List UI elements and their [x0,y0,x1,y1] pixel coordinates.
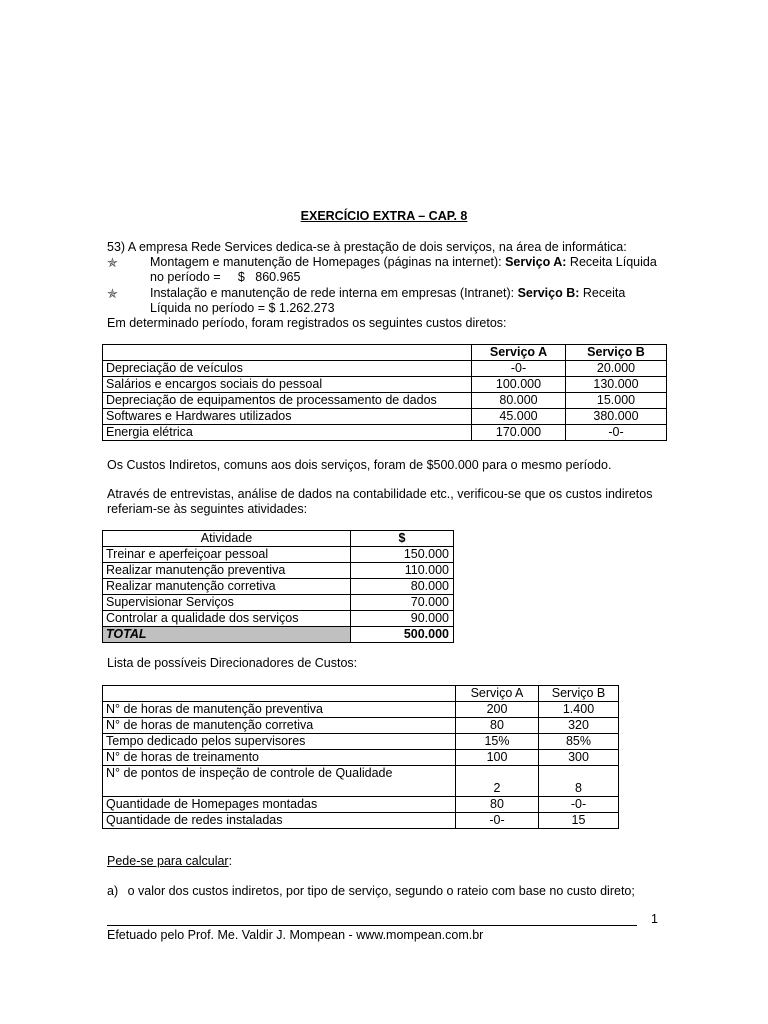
cost-value-a: 80.000 [472,393,566,409]
cost-value-a: 45.000 [472,409,566,425]
driver-value-a: 15% [456,734,539,750]
driver-value-b: 8 [539,766,619,797]
table-row [103,813,619,829]
driver-value-b: 1.400 [539,702,619,718]
header-amount: $ [351,531,454,547]
table-row [103,797,619,813]
driver-value-a: -0- [456,813,539,829]
driver-label: N° de horas de manutenção preventiva [103,702,456,718]
bullet-b-label: Serviço B: [517,286,580,300]
cost-value-b: 20.000 [566,361,667,377]
bullet-a-text-end: Receita Líquida [566,255,657,269]
cost-value-b: 15.000 [566,393,667,409]
table-row [103,361,667,377]
table-row [103,563,454,579]
activity-label: Realizar manutenção preventiva [103,563,351,579]
table-row [103,425,667,441]
driver-value-a: 80 [456,718,539,734]
driver-value-b: 15 [539,813,619,829]
driver-value-a: 200 [456,702,539,718]
activity-label: Realizar manutenção corretiva [103,579,351,595]
star-bullet-icon: ✯ [107,255,118,270]
header-activity: Atividade [103,531,351,547]
table-row [103,595,454,611]
total-row [103,627,454,643]
cost-label: Energia elétrica [103,425,472,441]
driver-label: N° de horas de treinamento [103,750,456,766]
total-label: TOTAL [103,627,351,643]
direct-costs-table [102,344,667,441]
table-row [103,377,667,393]
table-row [103,409,667,425]
driver-value-b: 85% [539,734,619,750]
star-bullet-icon: ✯ [107,286,118,301]
bullet-b-revenue: Líquida no período = $ 1.262.273 [150,301,335,315]
activity-label: Supervisionar Serviços [103,595,351,611]
item-a [107,884,659,899]
cost-label: Depreciação de equipamentos de processamento de dados [103,393,472,409]
cost-value-b: 380.000 [566,409,667,425]
activity-label: Controlar a qualidade dos serviços [103,611,351,627]
driver-value-b: 320 [539,718,619,734]
header-cell [103,345,472,361]
driver-value-b: 300 [539,750,619,766]
cost-value-b: -0- [566,425,667,441]
bullet-a-label: Serviço A: [505,255,567,269]
cost-drivers-table [102,685,619,829]
indirect-costs-text: Os Custos Indiretos, comuns aos dois serviços, foram de $500.000 para o mesmo período. [107,458,612,472]
ask-heading [107,854,659,869]
item-a-text: o valor dos custos indiretos, por tipo de serviço, segundo o rateio com base no custo direto; [127,884,635,898]
table-header-row [103,345,667,361]
table-row [103,718,619,734]
activity-value: 150.000 [351,547,454,563]
drivers-intro: Lista de possíveis Direcionadores de Custos: [107,656,358,670]
interviews-text-line2: referiam-se às seguintes atividades: [107,502,308,516]
header-service-a: Serviço A [472,345,566,361]
cost-label: Softwares e Hardwares utilizados [103,409,472,425]
cost-value-a: 100.000 [472,377,566,393]
costs-intro: Em determinado período, foram registrados os seguintes custos diretos: [107,316,507,330]
interviews-text-line1: Através de entrevistas, análise de dados na contabilidade etc., verificou-se que os custos indiretos [107,487,653,501]
table-row [103,702,619,718]
activity-value: 70.000 [351,595,454,611]
page-number: 1 [651,912,658,926]
table-row [103,547,454,563]
driver-value-b: -0- [539,797,619,813]
table-header-row [103,531,454,547]
table-row [103,611,454,627]
exercise-title: EXERCÍCIO EXTRA – CAP. 8 [300,209,468,223]
footer-divider [107,925,637,926]
activity-value: 90.000 [351,611,454,627]
ask-colon: : [228,854,233,868]
driver-label: Quantidade de redes instaladas [103,813,456,829]
table-header-row [103,686,619,702]
cost-label: Salários e encargos sociais do pessoal [103,377,472,393]
driver-label: N° de horas de manutenção corretiva [103,718,456,734]
activities-table [102,530,454,643]
cost-value-a: -0- [472,361,566,377]
header-service-b: Serviço B [539,686,619,702]
bullet-a-text: Montagem e manutenção de Homepages (páginas na internet): [150,255,506,269]
cost-label: Depreciação de veículos [103,361,472,377]
bullet-service-a [107,255,659,285]
driver-label: Tempo dedicado pelos supervisores [103,734,456,750]
driver-label: N° de pontos de inspeção de controle de Qualidade [103,766,456,797]
intro-text: 53) A empresa Rede Services dedica-se à prestação de dois serviços, na área de informática: [107,240,627,254]
header-service-a: Serviço A [456,686,539,702]
activity-value: 80.000 [351,579,454,595]
driver-value-a: 100 [456,750,539,766]
activity-label: Treinar e aperfeiçoar pessoal [103,547,351,563]
item-a-letter: a) [107,884,119,898]
bullet-service-b [107,286,659,316]
table-row [103,750,619,766]
footer-credit: Efetuado pelo Prof. Me. Valdir J. Mompean - www.mompean.com.br [107,928,484,942]
table-row [103,766,619,797]
header-cell [103,686,456,702]
ask-label: Pede-se para calcular [107,854,229,868]
header-service-b: Serviço B [566,345,667,361]
cost-value-a: 170.000 [472,425,566,441]
cost-value-b: 130.000 [566,377,667,393]
bullet-a-revenue: no período = $ 860.965 [150,270,301,284]
activity-value: 110.000 [351,563,454,579]
driver-value-a: 80 [456,797,539,813]
table-row [103,393,667,409]
bullet-b-text-end: Receita [579,286,626,300]
driver-value-a: 2 [456,766,539,797]
total-value: 500.000 [351,627,454,643]
bullet-b-text: Instalação e manutenção de rede interna em empresas (Intranet): [150,286,518,300]
table-row [103,734,619,750]
table-row [103,579,454,595]
driver-label: Quantidade de Homepages montadas [103,797,456,813]
